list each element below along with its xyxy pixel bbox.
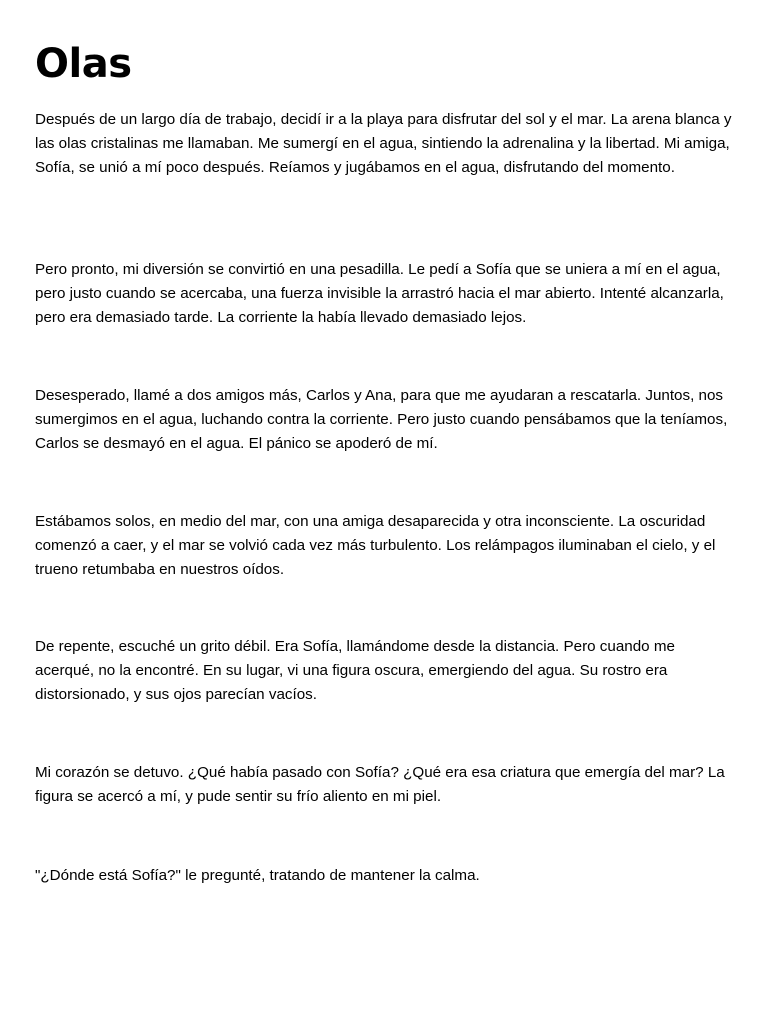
paragraph-2: Pero pronto, mi diversión se convirtió en una pesadilla. Le pedí a Sofía que se uniera a mí en el agua, pero justo cuando se acercaba, una fuerza invisible la arrastró hacia el mar abierto. Intenté alcanzarla, pero era demasiado tarde. La corriente la había llevado demasiado lejos.	[35, 261, 724, 326]
paragraph-6: Mi corazón se detuvo. ¿Qué había pasado con Sofía? ¿Qué era esa criatura que emergía del mar? La figura se acercó a mí, y pude sentir su frío aliento en mi piel.	[35, 764, 725, 805]
paragraph-5: De repente, escuché un grito débil. Era Sofía, llamándome desde la distancia. Pero cuando me acerqué, no la encontré. En su lugar, vi una figura oscura, emergiendo del agua. Su rostro era distorsionado, y sus ojos parecían vacíos.	[35, 638, 675, 703]
paragraph-1: Después de un largo día de trabajo, decidí ir a la playa para disfrutar del sol y el mar. La arena blanca y las olas cristalinas me llamaban. Me sumergí en el agua, sintiendo la adrenalina y la libertad. Mi amiga, Sofía, se unió a mí poco después. Reíamos y jugábamos en el agua, disfrutando del momento.	[35, 111, 732, 176]
paragraph-4: Estábamos solos, en medio del mar, con una amiga desaparecida y otra inconsciente. La oscuridad comenzó a caer, y el mar se volvió cada vez más turbulento. Los relámpagos iluminaban el cielo, y el trueno retumbaba en nuestros oídos.	[35, 513, 716, 578]
paragraph-7: "¿Dónde está Sofía?" le pregunté, tratando de mantener la calma.	[35, 867, 480, 884]
document-title: Olas	[35, 41, 132, 87]
paragraph-3: Desesperado, llamé a dos amigos más, Carlos y Ana, para que me ayudaran a rescatarla. Juntos, nos sumergimos en el agua, luchando contra la corriente. Pero justo cuando pensábamos que la teníamos, Carlos se desmayó en el agua. El pánico se apoderó de mí.	[35, 387, 728, 452]
